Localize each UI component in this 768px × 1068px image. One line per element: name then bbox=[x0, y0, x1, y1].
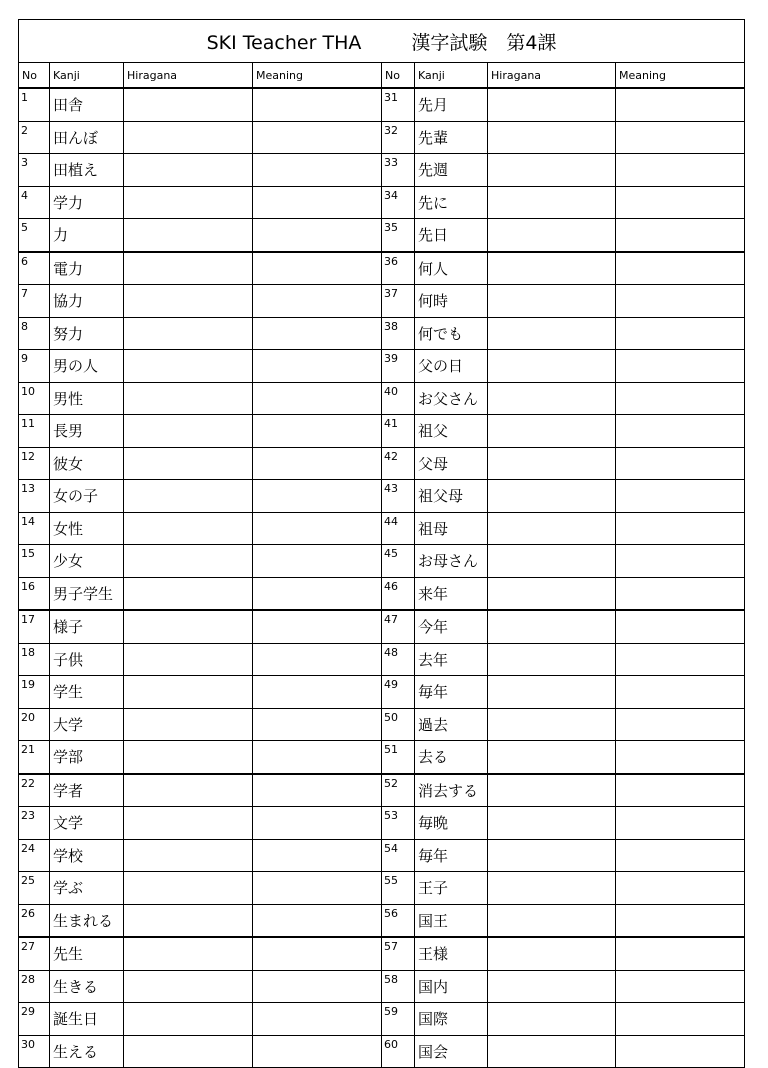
left-number: 15 bbox=[19, 545, 50, 578]
left-hiragana-answer[interactable] bbox=[124, 872, 253, 905]
left-hiragana-answer[interactable] bbox=[124, 1035, 253, 1068]
left-hiragana-answer[interactable] bbox=[124, 970, 253, 1003]
right-kanji: 去る bbox=[415, 741, 488, 774]
left-number: 30 bbox=[19, 1035, 50, 1068]
left-kanji: 子供 bbox=[50, 643, 124, 676]
right-number: 35 bbox=[382, 219, 415, 252]
table-row bbox=[19, 643, 745, 676]
table-row bbox=[19, 447, 745, 480]
table-row bbox=[19, 382, 745, 415]
left-hiragana-answer[interactable] bbox=[124, 415, 253, 448]
left-kanji: 大学 bbox=[50, 708, 124, 741]
right-number: 52 bbox=[382, 774, 415, 807]
right-number: 51 bbox=[382, 741, 415, 774]
right-meaning-answer[interactable] bbox=[616, 708, 745, 741]
right-number: 34 bbox=[382, 186, 415, 219]
right-kanji: 今年 bbox=[415, 610, 488, 643]
table-row bbox=[19, 88, 745, 121]
right-kanji: 先週 bbox=[415, 154, 488, 187]
right-kanji: お父さん bbox=[415, 382, 488, 415]
right-hiragana-answer[interactable] bbox=[488, 382, 616, 415]
left-hiragana-answer[interactable] bbox=[124, 904, 253, 937]
column-header-no: No bbox=[19, 63, 50, 89]
right-meaning-answer[interactable] bbox=[616, 643, 745, 676]
left-meaning-answer[interactable] bbox=[253, 807, 382, 840]
right-number: 31 bbox=[382, 88, 415, 121]
left-kanji: 女の子 bbox=[50, 480, 124, 513]
right-kanji: 国内 bbox=[415, 970, 488, 1003]
right-number: 48 bbox=[382, 643, 415, 676]
left-kanji: 電力 bbox=[50, 252, 124, 285]
right-meaning-answer[interactable] bbox=[616, 807, 745, 840]
right-meaning-answer[interactable] bbox=[616, 512, 745, 545]
left-number: 18 bbox=[19, 643, 50, 676]
left-hiragana-answer[interactable] bbox=[124, 317, 253, 350]
right-kanji: 何時 bbox=[415, 285, 488, 318]
right-kanji: 王様 bbox=[415, 937, 488, 970]
right-kanji: 国会 bbox=[415, 1035, 488, 1068]
right-hiragana-answer[interactable] bbox=[488, 88, 616, 121]
table-row bbox=[19, 121, 745, 154]
left-meaning-answer[interactable] bbox=[253, 872, 382, 905]
right-kanji: 去年 bbox=[415, 643, 488, 676]
right-hiragana-answer[interactable] bbox=[488, 154, 616, 187]
right-number: 49 bbox=[382, 676, 415, 709]
left-meaning-answer[interactable] bbox=[253, 676, 382, 709]
right-hiragana-answer[interactable] bbox=[488, 1003, 616, 1036]
right-number: 41 bbox=[382, 415, 415, 448]
right-kanji: 国王 bbox=[415, 904, 488, 937]
left-meaning-answer[interactable] bbox=[253, 350, 382, 383]
left-meaning-answer[interactable] bbox=[253, 447, 382, 480]
right-number: 39 bbox=[382, 350, 415, 383]
left-hiragana-answer[interactable] bbox=[124, 121, 253, 154]
right-meaning-answer[interactable] bbox=[616, 447, 745, 480]
left-number: 3 bbox=[19, 154, 50, 187]
left-number: 5 bbox=[19, 219, 50, 252]
left-kanji: 田んぼ bbox=[50, 121, 124, 154]
right-number: 43 bbox=[382, 480, 415, 513]
right-meaning-answer[interactable] bbox=[616, 676, 745, 709]
table-row bbox=[19, 839, 745, 872]
right-meaning-answer[interactable] bbox=[616, 937, 745, 970]
right-number: 57 bbox=[382, 937, 415, 970]
right-hiragana-answer[interactable] bbox=[488, 415, 616, 448]
kanji-test-sheet bbox=[18, 19, 745, 1068]
right-kanji: 国際 bbox=[415, 1003, 488, 1036]
column-header-meaning: Meaning bbox=[253, 63, 382, 89]
table-row bbox=[19, 610, 745, 643]
right-hiragana-answer[interactable] bbox=[488, 1035, 616, 1068]
right-meaning-answer[interactable] bbox=[616, 1035, 745, 1068]
right-meaning-answer[interactable] bbox=[616, 610, 745, 643]
left-meaning-answer[interactable] bbox=[253, 88, 382, 121]
left-hiragana-answer[interactable] bbox=[124, 807, 253, 840]
right-kanji: 祖母 bbox=[415, 512, 488, 545]
left-number: 25 bbox=[19, 872, 50, 905]
right-hiragana-answer[interactable] bbox=[488, 350, 616, 383]
table-row bbox=[19, 577, 745, 610]
left-meaning-answer[interactable] bbox=[253, 904, 382, 937]
left-number: 27 bbox=[19, 937, 50, 970]
left-meaning-answer[interactable] bbox=[253, 121, 382, 154]
right-meaning-answer[interactable] bbox=[616, 415, 745, 448]
right-number: 44 bbox=[382, 512, 415, 545]
right-hiragana-answer[interactable] bbox=[488, 186, 616, 219]
right-number: 36 bbox=[382, 252, 415, 285]
right-hiragana-answer[interactable] bbox=[488, 676, 616, 709]
column-header-meaning: Meaning bbox=[616, 63, 745, 89]
title-english: SKI Teacher THA bbox=[206, 31, 362, 54]
table-row bbox=[19, 317, 745, 350]
left-meaning-answer[interactable] bbox=[253, 1035, 382, 1068]
table-row bbox=[19, 285, 745, 318]
right-meaning-answer[interactable] bbox=[616, 904, 745, 937]
left-hiragana-answer[interactable] bbox=[124, 154, 253, 187]
left-meaning-answer[interactable] bbox=[253, 480, 382, 513]
left-number: 12 bbox=[19, 447, 50, 480]
right-meaning-answer[interactable] bbox=[616, 577, 745, 610]
table-row bbox=[19, 904, 745, 937]
right-kanji: 父母 bbox=[415, 447, 488, 480]
right-meaning-answer[interactable] bbox=[616, 741, 745, 774]
column-header-hiragana: Hiragana bbox=[488, 63, 616, 89]
table-row bbox=[19, 872, 745, 905]
column-header-kanji: Kanji bbox=[415, 63, 488, 89]
left-hiragana-answer[interactable] bbox=[124, 610, 253, 643]
left-number: 1 bbox=[19, 88, 50, 121]
left-kanji: 男性 bbox=[50, 382, 124, 415]
right-kanji: 毎年 bbox=[415, 676, 488, 709]
right-meaning-answer[interactable] bbox=[616, 252, 745, 285]
left-hiragana-answer[interactable] bbox=[124, 88, 253, 121]
right-hiragana-answer[interactable] bbox=[488, 447, 616, 480]
right-hiragana-answer[interactable] bbox=[488, 904, 616, 937]
table-row bbox=[19, 415, 745, 448]
left-meaning-answer[interactable] bbox=[253, 741, 382, 774]
left-hiragana-answer[interactable] bbox=[124, 676, 253, 709]
table-row bbox=[19, 252, 745, 285]
left-number: 7 bbox=[19, 285, 50, 318]
right-number: 53 bbox=[382, 807, 415, 840]
left-meaning-answer[interactable] bbox=[253, 708, 382, 741]
left-kanji: 学力 bbox=[50, 186, 124, 219]
right-kanji: 来年 bbox=[415, 577, 488, 610]
left-kanji: 生きる bbox=[50, 970, 124, 1003]
left-hiragana-answer[interactable] bbox=[124, 1003, 253, 1036]
right-kanji: 祖父母 bbox=[415, 480, 488, 513]
right-hiragana-answer[interactable] bbox=[488, 839, 616, 872]
right-meaning-answer[interactable] bbox=[616, 382, 745, 415]
left-kanji: 文学 bbox=[50, 807, 124, 840]
left-hiragana-answer[interactable] bbox=[124, 708, 253, 741]
table-row bbox=[19, 774, 745, 807]
left-kanji: 長男 bbox=[50, 415, 124, 448]
right-hiragana-answer[interactable] bbox=[488, 970, 616, 1003]
left-number: 23 bbox=[19, 807, 50, 840]
left-meaning-answer[interactable] bbox=[253, 970, 382, 1003]
left-hiragana-answer[interactable] bbox=[124, 382, 253, 415]
right-meaning-answer[interactable] bbox=[616, 88, 745, 121]
right-number: 37 bbox=[382, 285, 415, 318]
left-kanji: 女性 bbox=[50, 512, 124, 545]
right-number: 59 bbox=[382, 1003, 415, 1036]
right-number: 38 bbox=[382, 317, 415, 350]
right-number: 60 bbox=[382, 1035, 415, 1068]
left-kanji: 男の人 bbox=[50, 350, 124, 383]
right-hiragana-answer[interactable] bbox=[488, 285, 616, 318]
right-hiragana-answer[interactable] bbox=[488, 774, 616, 807]
left-kanji: 彼女 bbox=[50, 447, 124, 480]
right-kanji: 先輩 bbox=[415, 121, 488, 154]
right-hiragana-answer[interactable] bbox=[488, 480, 616, 513]
left-number: 22 bbox=[19, 774, 50, 807]
left-hiragana-answer[interactable] bbox=[124, 577, 253, 610]
left-kanji: 先生 bbox=[50, 937, 124, 970]
right-hiragana-answer[interactable] bbox=[488, 610, 616, 643]
right-meaning-answer[interactable] bbox=[616, 839, 745, 872]
left-kanji: 生える bbox=[50, 1035, 124, 1068]
left-meaning-answer[interactable] bbox=[253, 415, 382, 448]
table-row bbox=[19, 545, 745, 578]
right-kanji: 何でも bbox=[415, 317, 488, 350]
left-kanji: 力 bbox=[50, 219, 124, 252]
left-meaning-answer[interactable] bbox=[253, 252, 382, 285]
left-meaning-answer[interactable] bbox=[253, 774, 382, 807]
right-number: 45 bbox=[382, 545, 415, 578]
left-kanji: 生まれる bbox=[50, 904, 124, 937]
left-kanji: 努力 bbox=[50, 317, 124, 350]
right-kanji: 父の日 bbox=[415, 350, 488, 383]
right-hiragana-answer[interactable] bbox=[488, 872, 616, 905]
left-hiragana-answer[interactable] bbox=[124, 219, 253, 252]
table-row bbox=[19, 807, 745, 840]
right-kanji: 何人 bbox=[415, 252, 488, 285]
right-meaning-answer[interactable] bbox=[616, 317, 745, 350]
right-meaning-answer[interactable] bbox=[616, 121, 745, 154]
left-hiragana-answer[interactable] bbox=[124, 285, 253, 318]
left-number: 14 bbox=[19, 512, 50, 545]
left-kanji: 学ぶ bbox=[50, 872, 124, 905]
right-meaning-answer[interactable] bbox=[616, 350, 745, 383]
right-hiragana-answer[interactable] bbox=[488, 121, 616, 154]
right-hiragana-answer[interactable] bbox=[488, 512, 616, 545]
left-kanji: 男子学生 bbox=[50, 577, 124, 610]
right-kanji: お母さん bbox=[415, 545, 488, 578]
right-meaning-answer[interactable] bbox=[616, 970, 745, 1003]
right-number: 46 bbox=[382, 577, 415, 610]
right-hiragana-answer[interactable] bbox=[488, 937, 616, 970]
right-number: 47 bbox=[382, 610, 415, 643]
left-meaning-answer[interactable] bbox=[253, 937, 382, 970]
left-number: 8 bbox=[19, 317, 50, 350]
right-hiragana-answer[interactable] bbox=[488, 252, 616, 285]
left-kanji: 学生 bbox=[50, 676, 124, 709]
header-row bbox=[19, 63, 745, 89]
left-number: 10 bbox=[19, 382, 50, 415]
left-number: 26 bbox=[19, 904, 50, 937]
left-meaning-answer[interactable] bbox=[253, 154, 382, 187]
column-header-kanji: Kanji bbox=[50, 63, 124, 89]
right-meaning-answer[interactable] bbox=[616, 285, 745, 318]
table-row bbox=[19, 1035, 745, 1068]
table-row bbox=[19, 186, 745, 219]
left-hiragana-answer[interactable] bbox=[124, 350, 253, 383]
right-number: 42 bbox=[382, 447, 415, 480]
left-number: 6 bbox=[19, 252, 50, 285]
left-meaning-answer[interactable] bbox=[253, 285, 382, 318]
right-meaning-answer[interactable] bbox=[616, 186, 745, 219]
left-number: 21 bbox=[19, 741, 50, 774]
table-row bbox=[19, 512, 745, 545]
left-number: 20 bbox=[19, 708, 50, 741]
right-kanji: 王子 bbox=[415, 872, 488, 905]
left-number: 9 bbox=[19, 350, 50, 383]
right-meaning-answer[interactable] bbox=[616, 545, 745, 578]
left-hiragana-answer[interactable] bbox=[124, 839, 253, 872]
left-meaning-answer[interactable] bbox=[253, 610, 382, 643]
right-kanji: 祖父 bbox=[415, 415, 488, 448]
left-number: 2 bbox=[19, 121, 50, 154]
left-meaning-answer[interactable] bbox=[253, 545, 382, 578]
right-kanji: 毎年 bbox=[415, 839, 488, 872]
left-meaning-answer[interactable] bbox=[253, 512, 382, 545]
table-row bbox=[19, 480, 745, 513]
left-hiragana-answer[interactable] bbox=[124, 774, 253, 807]
left-meaning-answer[interactable] bbox=[253, 839, 382, 872]
table-row bbox=[19, 741, 745, 774]
column-header-no: No bbox=[382, 63, 415, 89]
right-meaning-answer[interactable] bbox=[616, 219, 745, 252]
left-hiragana-answer[interactable] bbox=[124, 186, 253, 219]
right-number: 50 bbox=[382, 708, 415, 741]
right-hiragana-answer[interactable] bbox=[488, 708, 616, 741]
right-number: 55 bbox=[382, 872, 415, 905]
left-number: 11 bbox=[19, 415, 50, 448]
right-hiragana-answer[interactable] bbox=[488, 545, 616, 578]
right-kanji: 過去 bbox=[415, 708, 488, 741]
table-row bbox=[19, 154, 745, 187]
left-hiragana-answer[interactable] bbox=[124, 512, 253, 545]
table-row bbox=[19, 350, 745, 383]
right-kanji: 毎晩 bbox=[415, 807, 488, 840]
page-title bbox=[19, 20, 745, 63]
left-kanji: 学者 bbox=[50, 774, 124, 807]
left-hiragana-answer[interactable] bbox=[124, 643, 253, 676]
left-meaning-answer[interactable] bbox=[253, 186, 382, 219]
left-kanji: 誕生日 bbox=[50, 1003, 124, 1036]
right-hiragana-answer[interactable] bbox=[488, 317, 616, 350]
right-hiragana-answer[interactable] bbox=[488, 807, 616, 840]
right-kanji: 先に bbox=[415, 186, 488, 219]
table-row bbox=[19, 676, 745, 709]
right-hiragana-answer[interactable] bbox=[488, 219, 616, 252]
right-meaning-answer[interactable] bbox=[616, 154, 745, 187]
left-meaning-answer[interactable] bbox=[253, 577, 382, 610]
left-hiragana-answer[interactable] bbox=[124, 545, 253, 578]
left-kanji: 田植え bbox=[50, 154, 124, 187]
left-kanji: 様子 bbox=[50, 610, 124, 643]
right-number: 54 bbox=[382, 839, 415, 872]
table-row bbox=[19, 970, 745, 1003]
right-meaning-answer[interactable] bbox=[616, 774, 745, 807]
left-number: 28 bbox=[19, 970, 50, 1003]
right-number: 58 bbox=[382, 970, 415, 1003]
left-hiragana-answer[interactable] bbox=[124, 741, 253, 774]
left-meaning-answer[interactable] bbox=[253, 643, 382, 676]
column-header-hiragana: Hiragana bbox=[124, 63, 253, 89]
left-hiragana-answer[interactable] bbox=[124, 252, 253, 285]
right-hiragana-answer[interactable] bbox=[488, 741, 616, 774]
title-row bbox=[19, 20, 745, 63]
left-kanji: 学部 bbox=[50, 741, 124, 774]
left-meaning-answer[interactable] bbox=[253, 382, 382, 415]
left-number: 29 bbox=[19, 1003, 50, 1036]
left-kanji: 学校 bbox=[50, 839, 124, 872]
left-kanji: 田舎 bbox=[50, 88, 124, 121]
right-kanji: 先日 bbox=[415, 219, 488, 252]
right-meaning-answer[interactable] bbox=[616, 872, 745, 905]
left-meaning-answer[interactable] bbox=[253, 317, 382, 350]
left-meaning-answer[interactable] bbox=[253, 219, 382, 252]
left-number: 16 bbox=[19, 577, 50, 610]
left-meaning-answer[interactable] bbox=[253, 1003, 382, 1036]
right-hiragana-answer[interactable] bbox=[488, 577, 616, 610]
right-number: 32 bbox=[382, 121, 415, 154]
left-number: 19 bbox=[19, 676, 50, 709]
title-japanese: 漢字試験 第4課 bbox=[411, 31, 557, 54]
right-meaning-answer[interactable] bbox=[616, 480, 745, 513]
right-number: 40 bbox=[382, 382, 415, 415]
left-hiragana-answer[interactable] bbox=[124, 480, 253, 513]
left-hiragana-answer[interactable] bbox=[124, 447, 253, 480]
left-number: 13 bbox=[19, 480, 50, 513]
right-meaning-answer[interactable] bbox=[616, 1003, 745, 1036]
right-number: 56 bbox=[382, 904, 415, 937]
right-kanji: 先月 bbox=[415, 88, 488, 121]
table-row bbox=[19, 219, 745, 252]
left-hiragana-answer[interactable] bbox=[124, 937, 253, 970]
left-number: 24 bbox=[19, 839, 50, 872]
right-hiragana-answer[interactable] bbox=[488, 643, 616, 676]
right-number: 33 bbox=[382, 154, 415, 187]
left-number: 17 bbox=[19, 610, 50, 643]
right-kanji: 消去する bbox=[415, 774, 488, 807]
left-kanji: 少女 bbox=[50, 545, 124, 578]
table-row bbox=[19, 937, 745, 970]
left-kanji: 協力 bbox=[50, 285, 124, 318]
table-row bbox=[19, 708, 745, 741]
left-number: 4 bbox=[19, 186, 50, 219]
table-row bbox=[19, 1003, 745, 1036]
